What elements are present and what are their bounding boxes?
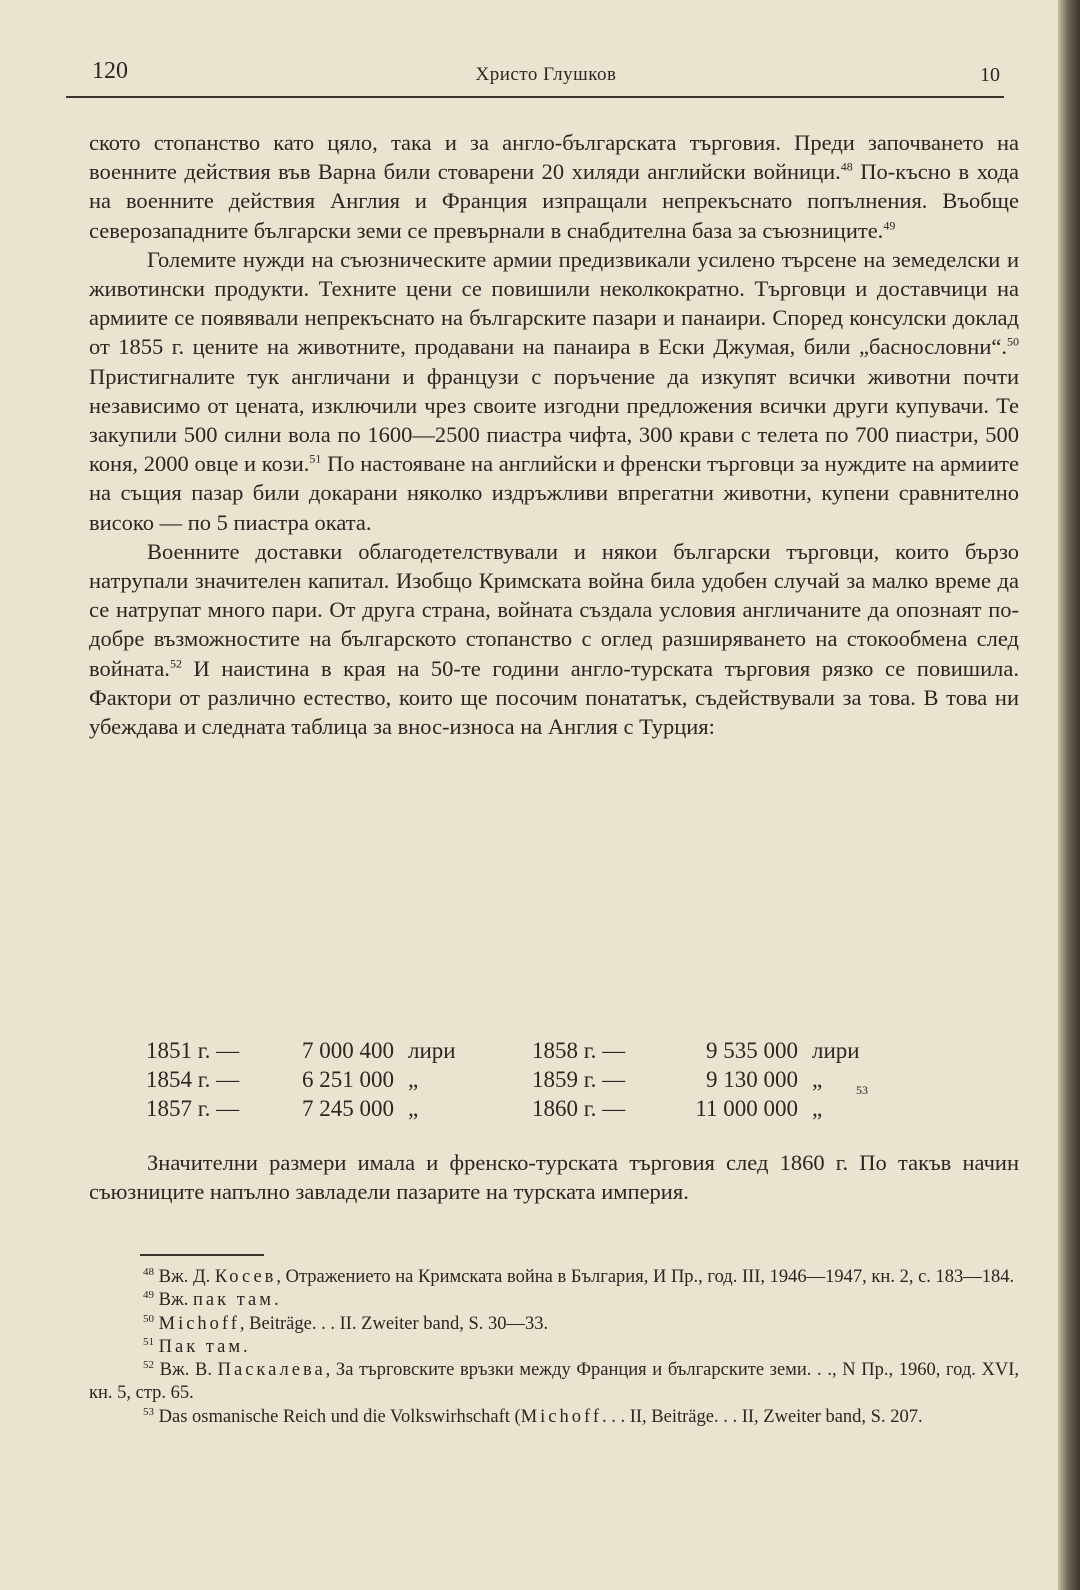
footnote-ref: 51 (309, 451, 322, 466)
footnote-author: пак там (193, 1290, 274, 1311)
table-unit: „ (408, 1067, 419, 1092)
table-unit: „ (812, 1096, 823, 1121)
footnote-ref: 48 (840, 159, 853, 174)
footnote-text: Вж. Д. (158, 1267, 215, 1287)
footnote-number: 49 (143, 1289, 154, 1302)
footnote-number: 50 (143, 1312, 154, 1325)
footnotes (89, 1266, 1019, 1429)
footnote-number: 53 (143, 1405, 154, 1418)
page-edge-shadow (1058, 0, 1080, 1590)
trade-table-left-column (146, 1038, 456, 1125)
table-row (532, 1067, 860, 1096)
table-row (146, 1038, 456, 1067)
table-year: 1859 г. — (532, 1067, 626, 1092)
table-value: 9 535 000 (706, 1038, 798, 1063)
footnote-text: . (273, 1290, 279, 1311)
table-year: 1851 г. — (146, 1038, 240, 1063)
footnote-ref: 52 (169, 656, 182, 671)
page-number: 120 (92, 58, 128, 84)
footnote (89, 1313, 1019, 1336)
footnote-text: . . . II, Beiträge. . . II, Zweiter band, S. 207. (601, 1406, 923, 1427)
running-title: Христо Глушков (475, 64, 617, 85)
table-year: 1860 г. — (532, 1096, 626, 1121)
paragraph-text: Военните доставки облагодетелствували и някои български търговци, които бързо натрупали значителен капитал. Изобщо Кримската война била удобен случай за малко време да се натрупат много пари. От друга страна, войната създала условия англичаните да опознаят по-добре възможностите на българското стопанство с оглед разширяването на стокообмена след войната. (89, 538, 1019, 681)
paragraph-3 (89, 537, 1019, 741)
paragraph-text: Големите нужди на съюзническите армии предизвикали усилено търсене на земеделски и животински продукти. Техните цени се повишили неколкократно. Търговци и доставчици на армиите се появявали непрекъснато на българските пазари и панаири. Според консулски доклад от 1855 г. цените на животните, продавани на панаира в Ески Джумая, били „баснословни“. (89, 246, 1019, 360)
table-unit: „ (812, 1067, 823, 1092)
footnote-text: , Beiträge. . . II. Zweiter band, S. 30—33. (239, 1313, 549, 1334)
paragraph-2 (89, 245, 1019, 537)
table-year: 1858 г. — (532, 1038, 626, 1063)
table-year: 1854 г. — (146, 1067, 240, 1092)
table-value: 6 251 000 (302, 1067, 394, 1092)
table-value: 9 130 000 (706, 1067, 798, 1092)
table-row (146, 1096, 456, 1125)
table-row (532, 1038, 860, 1067)
footnote-text: Das osmanische Reich und die Volkswirhschaft ( (158, 1406, 521, 1427)
footnote-number: 51 (143, 1335, 154, 1348)
footnote-author: Пак там (158, 1336, 244, 1357)
paragraph-text: И наистина в края на 50-те години англо-турската търговия рязко се повишила. Фактори от различно естество, които ще посочим понататък, съдействували за това. В това ни убеждава и следната таблица за внос-износа на Англия с Турция: (89, 655, 1019, 740)
table-value: 7 245 000 (302, 1096, 394, 1121)
table-unit: лири (812, 1038, 860, 1063)
footnote-text: Вж. (158, 1290, 193, 1311)
table-value: 7 000 400 (302, 1038, 394, 1063)
footnote (89, 1406, 1019, 1429)
body-text (89, 128, 1019, 741)
footnote-text: , За търговските връзки между Франция и българските земи. . ., N Пр., 1960, год. XVI, кн. 5, стр. 65. (89, 1360, 1019, 1404)
footnote-author: Michoff (158, 1313, 240, 1334)
footnote (89, 1336, 1019, 1359)
footnote-rule (140, 1254, 264, 1256)
paragraph-text: По настояване на английски и френски търговци за нуждите на армиите на същия пазар били докарани няколко издръжливи впрегатни животни, купени сравнително високо — по 5 пиастра оката. (89, 451, 1019, 535)
footnote-ref: 49 (883, 218, 896, 233)
footnote-author: Косев (214, 1267, 277, 1287)
footnote (89, 1266, 1019, 1289)
footnote-number: 48 (143, 1265, 154, 1278)
footnote-ref: 50 (1007, 334, 1019, 349)
footnote-text: Вж. В. (159, 1360, 218, 1381)
footnote (89, 1359, 1019, 1406)
table-row (146, 1067, 456, 1096)
paragraph-text: ското стопанство като цяло, така и за англо-българската търговия. Преди започването на военните действия във Варна били стоварени 20 хиляди английски войници. (89, 130, 1019, 185)
footnote-author: Паскалева (217, 1360, 326, 1381)
table-unit: лири (408, 1038, 456, 1063)
footnote-text: . (243, 1336, 248, 1357)
table-value: 11 000 000 (695, 1096, 798, 1121)
table-year: 1857 г. — (146, 1096, 240, 1121)
closing-paragraph: Значителни размери имала и френско-турската търговия след 1860 г. По такъв начин съюзниците напълно завладели пазарите на турската империя. (89, 1150, 1019, 1205)
paragraph-1 (89, 128, 1019, 245)
footnote-text: , Отражението на Кримската война в България, И Пр., год. III, 1946—1947, кн. 2, с. 183—184. (276, 1267, 1015, 1287)
paragraph-text: По-късно в хода на военните действия Англия и Франция изпращали непрекъснато попълнения. Въобще северозападните български земи се превърнали в снабдителна база за съюзниците. (89, 159, 1020, 243)
footnote-author: Michoff (520, 1406, 602, 1427)
trade-table-right-column (532, 1038, 860, 1125)
section-number: 10 (980, 64, 1000, 86)
header-rule (66, 96, 1004, 98)
table-row (532, 1096, 860, 1125)
paragraph-text: Пристигналите тук англичани и французи с поръчение да изкупят всички животни почти независимо от цената, изключили чрез своите изгодни предложения всички други купувачи. Те закупили 500 силни вола по 1600—2500 пиастра чифта, 300 крави с телета по 700 пиастри, 500 коня, 2000 овце и кози. (89, 363, 1019, 477)
footnote (89, 1289, 1019, 1312)
footnote-number: 52 (143, 1359, 154, 1372)
table-unit: „ (408, 1096, 419, 1121)
